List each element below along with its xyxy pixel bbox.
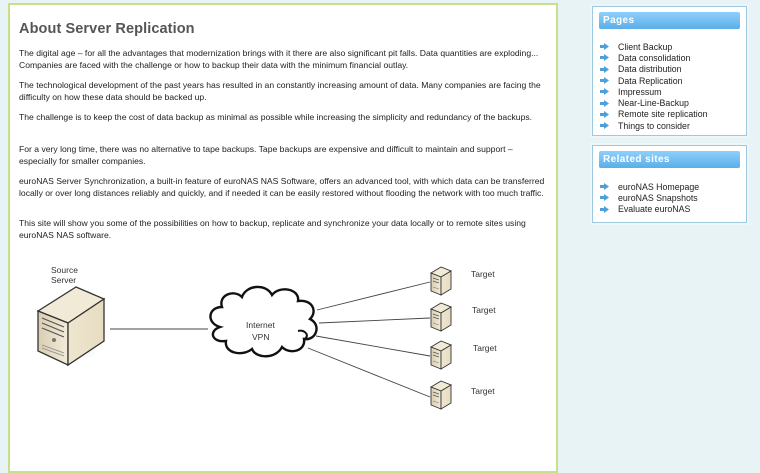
arrow-bullet-icon: [600, 183, 609, 190]
target-server-icon-2: [431, 303, 451, 331]
arrow-bullet-icon: [600, 66, 609, 73]
page-link-remote-site-replication[interactable]: [600, 109, 707, 120]
link-label[interactable]: euroNAS Snapshots: [618, 192, 698, 203]
related-link-euronas-homepage[interactable]: [600, 181, 699, 192]
arrow-bullet-icon: [600, 54, 609, 61]
page-link-impressum[interactable]: [600, 86, 707, 97]
related-sites-box: [592, 145, 747, 223]
link-label[interactable]: Impressum: [618, 86, 662, 97]
target-server-icon-4: [431, 381, 451, 409]
intro-paragraph: The digital age – for all the advantages that modernization brings with it there are also significant pit falls. Data quantities are exploding... Companies are faced with the challenge or how to backup their data with the minimum financial outlay.: [19, 48, 539, 70]
link-label[interactable]: Remote site replication: [618, 109, 708, 120]
arrow-bullet-icon: [600, 43, 609, 50]
arrow-bullet-icon: [600, 77, 609, 84]
paragraph-server-sync: euroNAS Server Synchronization, a built-in feature of euroNAS NAS Software, offers an advanced tool, with which data can be transferred locally or over long distances reliably and quickly, and if needed it can be easily restored without flooding the network with too much traffic.: [19, 176, 545, 198]
target-label-4: Target: [471, 386, 495, 396]
pages-list: [600, 41, 707, 131]
link-label[interactable]: Data distribution: [618, 64, 682, 75]
cloud-label-internet: Internet: [246, 320, 275, 330]
link-label[interactable]: Near-Line-Backup: [618, 98, 689, 109]
diagram-graphics: [10, 5, 558, 465]
related-link-euronas-snapshots[interactable]: [600, 192, 699, 203]
arrow-bullet-icon: [600, 100, 609, 107]
target-server-icon-3: [431, 341, 451, 369]
link-label[interactable]: Client Backup: [618, 41, 673, 52]
target-label-3: Target: [473, 343, 497, 353]
related-link-evaluate-euronas[interactable]: [600, 204, 699, 215]
paragraph-tech-development: The technological development of the past years has resulted in an constantly increasing amount of data. Many companies are facing the difficulty on how these data should be backed up.: [19, 80, 541, 102]
link-label[interactable]: Data consolidation: [618, 52, 691, 63]
paragraph-site-purpose: This site will show you some of the possibilities on how to backup, replicate and synchronize your data locally or to remote sites using euroNAS NAS software.: [19, 218, 526, 240]
paragraph-tape-backups: For a very long time, there was no alternative to tape backups. Tape backups are expensive and difficult to maintain and support – especially for smaller companies.: [19, 144, 513, 166]
pages-box: [592, 6, 747, 136]
link-label[interactable]: Evaluate euroNAS: [618, 204, 691, 215]
page-link-data-distribution[interactable]: [600, 64, 707, 75]
related-sites-list: [600, 181, 699, 215]
page-title: About Server Replication: [19, 21, 195, 37]
target-label-2: Target: [472, 305, 496, 315]
source-server-icon: [38, 287, 104, 365]
source-server-label: Source Server: [51, 265, 78, 285]
related-sites-header: Related sites: [599, 151, 740, 168]
link-label[interactable]: Data Replication: [618, 75, 683, 86]
pages-header: Pages: [599, 12, 740, 29]
arrow-bullet-icon: [600, 111, 609, 118]
arrow-bullet-icon: [600, 194, 609, 201]
page-link-near-line-backup[interactable]: [600, 97, 707, 108]
target-server-icon-1: [431, 267, 451, 295]
arrow-bullet-icon: [600, 206, 609, 213]
target-label-1: Target: [471, 269, 495, 279]
main-content: [8, 3, 558, 473]
paragraph-challenge: The challenge is to keep the cost of data backup as minimal as possible while increasing the simplicity and redundancy of the backups.: [19, 112, 533, 122]
link-label[interactable]: Things to consider: [618, 120, 690, 131]
arrow-bullet-icon: [600, 122, 609, 129]
page-link-data-replication[interactable]: [600, 75, 707, 86]
cloud-label-vpn: VPN: [252, 332, 270, 342]
arrow-bullet-icon: [600, 88, 609, 95]
page-link-data-consolidation[interactable]: [600, 52, 707, 63]
page-link-client-backup[interactable]: [600, 41, 707, 52]
link-label[interactable]: euroNAS Homepage: [618, 181, 700, 192]
page-link-things-to-consider[interactable]: [600, 120, 707, 131]
